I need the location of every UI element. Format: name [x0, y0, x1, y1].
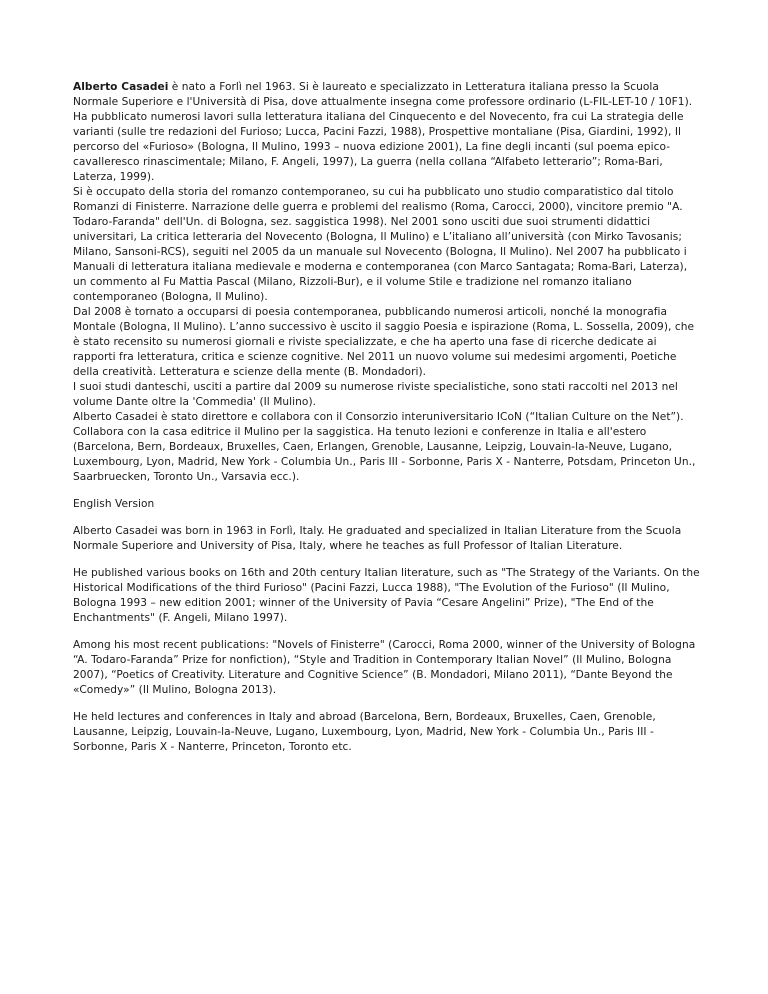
document-page: [73, 80, 701, 767]
italian-paragraph-1: [73, 80, 701, 185]
italian-paragraph-3: Dal 2008 è tornato a occuparsi di poesia contemporanea, pubblicando numerosi articoli, nonché la monografia Montale (Bologna, Il Mulino). L’anno successivo è uscito il saggio Poesia e ispirazione (Roma, L. Sossella, 2009), che è stato recensito su numerosi giornali e riviste specializzate, e che ha aperto una fase di ricerche dedicate ai rapporti fra letteratura, critica e scienze cognitive. Nel 2011 un nuovo volume sui medesimi argomenti, Poetiche della creatività. Letteratura e scienze della mente (B. Mondadori).: [73, 306, 695, 378]
italian-biography: [73, 80, 701, 485]
english-paragraph-2: He published various books on 16th and 20th century Italian literature, such as "The Strategy of the Variants. On the Historical Modifications of the third Furioso" (Pacini Fazzi, Lucca 1988), "The Evolution of the Furioso" (Il Mulino, Bologna 1993 – new edition 2001; winner of the University of Pavia “Cesare Angelini” Prize), "The End of the Enchantments" (F. Angeli, Milano 1997).: [73, 567, 700, 624]
author-name: Alberto Casadei: [73, 81, 169, 93]
italian-paragraph-5: Alberto Casadei è stato direttore e collabora con il Consorzio interuniversitario ICoN (“Italian Culture on the Net”). Collabora con la casa editrice il Mulino per la saggistica. Ha tenuto lezioni e conferenze in Italia e all'estero (Barcelona, Bern, Bordeaux, Bruxelles, Caen, Erlangen, Grenoble, Lausanne, Leipzig, Louvain-la-Neuve, Lugano, Luxembourg, Lyon, Madrid, New York - Columbia Un., Paris III - Sorbonne, Paris X - Nanterre, Potsdam, Princeton Un., Saarbruecken, Toronto Un., Varsavia ecc.).: [73, 411, 696, 483]
english-paragraph-4: He held lectures and conferences in Italy and abroad (Barcelona, Bern, Bordeaux, Bruxelles, Caen, Grenoble, Lausanne, Leipzig, Louvain-la-Neuve, Lugano, Luxembourg, Lyon, Madrid, New York - Columbia Un., Paris III - Sorbonne, Paris X - Nanterre, Princeton, Toronto etc.: [73, 711, 656, 753]
italian-paragraph-1-text: è nato a Forlì nel 1963. Si è laureato e specializzato in Letteratura italiana presso la Scuola Normale Superiore e l'Università di Pisa, dove attualmente insegna come professore ordinario (L-FIL-LET-10 / 10F1). Ha pubblicato numerosi lavori sulla letteratura italiana del Cinquecento e del Novecento, fra cui La strategia delle varianti (sulle tre redazioni del Furioso; Lucca, Pacini Fazzi, 1988), Prospettive montaliane (Pisa, Giardini, 1992), Il percorso del «Furioso» (Bologna, Il Mulino, 1993 – nuova edizione 2001), La fine degli incanti (sul poema epico-cavalleresco rinascimentale; Milano, F. Angeli, 1997), La guerra (nella collana “Alfabeto letterario”; Roma-Bari, Laterza, 1999).: [73, 81, 693, 183]
english-version-heading: English Version: [73, 498, 155, 510]
english-paragraph-1: Alberto Casadei was born in 1963 in Forlì, Italy. He graduated and specialized in Italian Literature from the Scuola Normale Superiore and University of Pisa, Italy, where he teaches as full Professor of Italian Literature.: [73, 525, 682, 552]
english-paragraph-3: Among his most recent publications: "Novels of Finisterre" (Carocci, Roma 2000, winner of the University of Bologna “A. Todaro-Faranda” Prize for nonfiction), “Style and Tradition in Contemporary Italian Novel” (Il Mulino, Bologna 2007), “Poetics of Creativity. Literature and Cognitive Science” (B. Mondadori, Milano 2011), “Dante Beyond the «Comedy»” (Il Mulino, Bologna 2013).: [73, 639, 696, 696]
italian-paragraph-4: I suoi studi danteschi, usciti a partire dal 2009 su numerose riviste specialistiche, sono stati raccolti nel 2013 nel volume Dante oltre la 'Commedia' (Il Mulino).: [73, 381, 678, 408]
italian-paragraph-2: Si è occupato della storia del romanzo contemporaneo, su cui ha pubblicato uno studio comparatistico dal titolo Romanzi di Finisterre. Narrazione delle guerra e problemi del realismo (Roma, Carocci, 2000), vincitore premio "A. Todaro-Faranda" dell'Un. di Bologna, sez. saggistica 1998). Nel 2001 sono usciti due suoi strumenti didattici universitari, La critica letteraria del Novecento (Bologna, Il Mulino) e L’italiano all’università (con Mirko Tavosanis; Milano, Sansoni-RCS), seguiti nel 2005 da un manuale sul Novecento (Bologna, Il Mulino). Nel 2007 ha pubblicato i Manuali di letteratura italiana medievale e moderna e contemporanea (con Marco Santagata; Roma-Bari, Laterza), un commento al Fu Mattia Pascal (Milano, Rizzoli-Bur), e il volume Stile e tradizione nel romanzo italiano contemporaneo (Bologna, Il Mulino).: [73, 186, 688, 303]
